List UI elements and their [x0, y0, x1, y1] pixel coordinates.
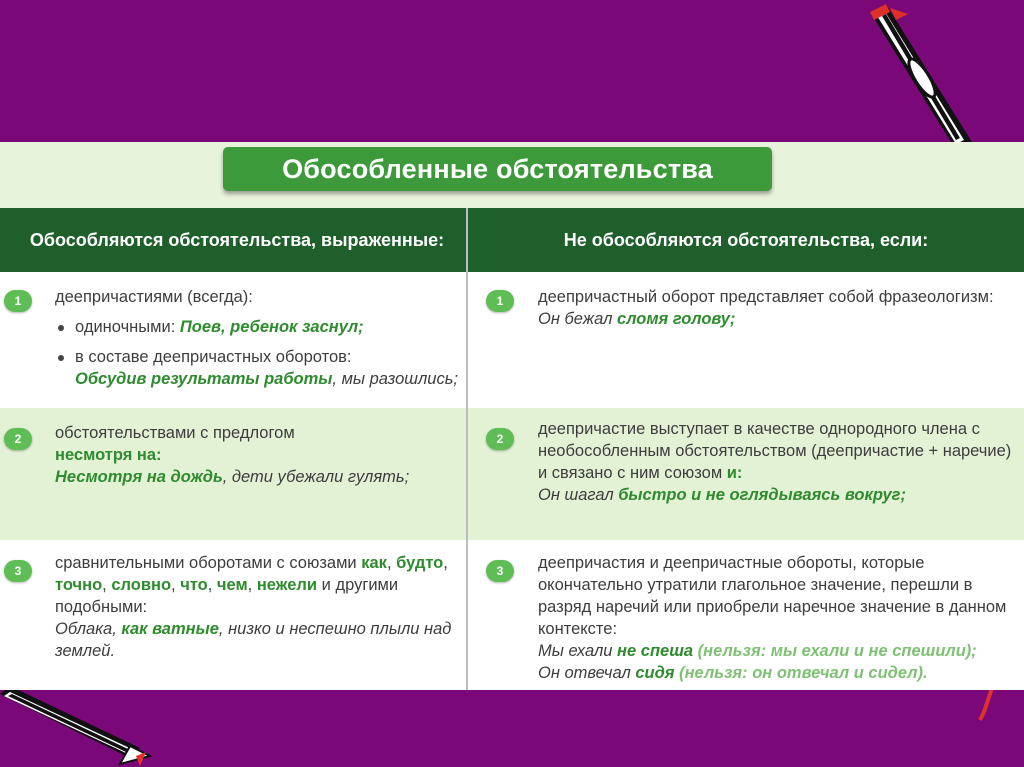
- row-number-badge: 1: [486, 290, 514, 312]
- row-3-right-text: деепричастия и деепричастные обороты, которые окончательно утратили глагольное значение, перешли в разряд наречий или приобрели наречное значение в данном контексте:: [538, 554, 1007, 638]
- row-2-right-text: [538, 418, 1022, 484]
- separator: ,: [247, 576, 257, 594]
- separator: ,: [443, 554, 448, 572]
- row-1-left-intro: деепричастиями (всегда):: [55, 288, 253, 306]
- example-highlight: Обсудив результаты работы: [75, 370, 333, 388]
- conjunction-highlight: будто: [396, 554, 444, 572]
- row-2-left-cell: [55, 422, 460, 488]
- content-sheet: [0, 142, 1024, 690]
- bullet-item: [55, 316, 460, 338]
- example-highlight: не спеша: [617, 642, 694, 660]
- example-highlight: как ватные: [121, 620, 219, 638]
- example-text: Он бежал: [538, 310, 618, 328]
- row-1-right-cell: [538, 286, 1022, 330]
- conjunction-highlight: словно: [111, 576, 172, 594]
- pencil-decoration-icon: [860, 0, 990, 150]
- row-1-right-text: деепричастный оборот представляет собой фразеологизм:: [538, 288, 994, 306]
- conjunction-highlight: точно: [55, 576, 103, 594]
- example-rest: , мы разошлись;: [332, 370, 458, 388]
- separator: ,: [102, 576, 112, 594]
- row-3-left-rest: и другими подобными:: [55, 576, 399, 616]
- example-highlight: сломя голову;: [617, 310, 736, 328]
- example-line: [538, 308, 1022, 330]
- row-2-right-body: деепричастие выступает в качестве однородного члена с необособленным обстоятельством (деепричастие + наречие) и связано с ним союзом: [538, 420, 1012, 482]
- pencil-decoration-icon: [0, 686, 160, 767]
- column-header-right: Не обособляются обстоятельства, если:: [468, 208, 1024, 272]
- conjunction-highlight: нежели: [256, 576, 318, 594]
- example-highlight: Несмотря на дождь: [55, 468, 223, 486]
- bullet-text: одиночными:: [75, 318, 180, 336]
- bullet-text: в составе деепричастных оборотов:: [75, 348, 352, 366]
- row-number-badge: 3: [486, 560, 514, 582]
- example-line: [55, 618, 460, 662]
- conjunction-highlight: чем: [216, 576, 248, 594]
- example-line: [538, 484, 1022, 506]
- row-3-left-text: [55, 552, 460, 618]
- separator: ,: [171, 576, 181, 594]
- example-text: Он шагал: [538, 486, 619, 504]
- table-row-3: [0, 540, 1024, 690]
- example-highlight: быстро и не оглядываясь вокруг;: [618, 486, 906, 504]
- row-3-left-cell: [55, 552, 460, 662]
- bullet-item: [55, 346, 460, 390]
- example-rest: , дети убежали гулять;: [222, 468, 410, 486]
- table-row-1: [0, 272, 1024, 408]
- row-number-badge: 1: [4, 290, 32, 312]
- row-3-left-body: сравнительными оборотами с союзами: [55, 554, 362, 572]
- example-line: [538, 640, 1022, 662]
- conjunction-highlight: что: [180, 576, 208, 594]
- example-note: (нельзя: мы ехали и не спешили);: [693, 642, 977, 660]
- page-title: Обособленные обстоятельства: [223, 147, 772, 191]
- example-line: [55, 466, 460, 488]
- row-2-right-cell: [538, 418, 1022, 506]
- example-note: (нельзя: он отвечал и сидел).: [674, 664, 928, 682]
- example-text: Он отвечал: [538, 664, 636, 682]
- example-highlight: сидя: [635, 664, 675, 682]
- row-1-left-cell: [55, 286, 460, 390]
- red-mark-decoration-icon: [976, 686, 996, 722]
- row-number-badge: 2: [486, 428, 514, 450]
- row-number-badge: 2: [4, 428, 32, 450]
- conjunction-highlight: как: [361, 554, 387, 572]
- example-highlight: Поев, ребенок заснул;: [179, 318, 364, 336]
- example-line: [538, 662, 1022, 684]
- example-text: Мы ехали: [538, 642, 618, 660]
- row-3-right-cell: [538, 552, 1022, 684]
- example-text: Облака,: [55, 620, 122, 638]
- conjunction-highlight: и:: [726, 464, 743, 482]
- column-header-left: Обособляются обстоятельства, выраженные:: [0, 208, 466, 272]
- row-number-badge: 3: [4, 560, 32, 582]
- separator: ,: [207, 576, 217, 594]
- example-rest: , низко и неспешно плыли над землей.: [55, 620, 452, 660]
- table-row-2: [0, 408, 1024, 540]
- preposition-highlight: несмотря на:: [55, 446, 162, 464]
- column-divider: [466, 208, 468, 690]
- row-2-left-text: обстоятельствами с предлогом: [55, 424, 295, 442]
- separator: ,: [386, 554, 397, 572]
